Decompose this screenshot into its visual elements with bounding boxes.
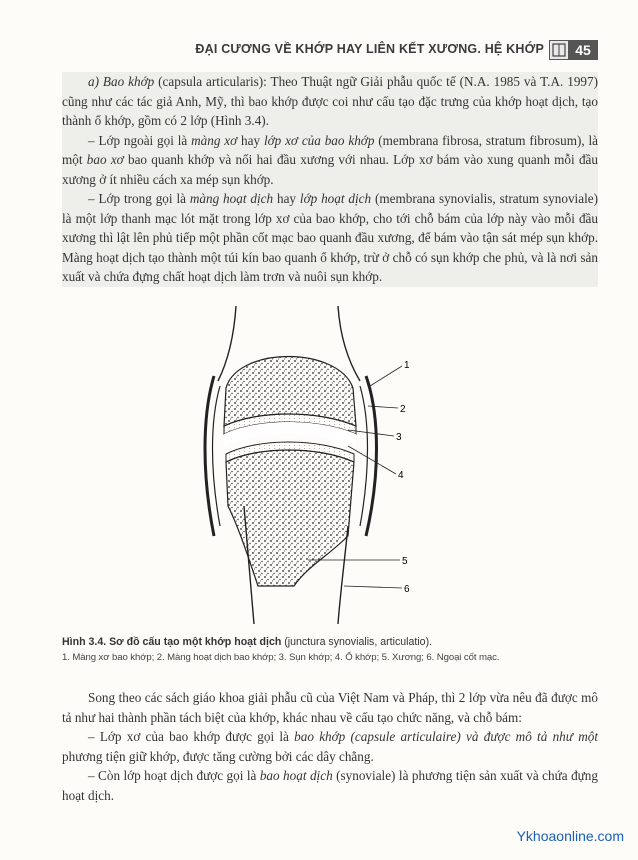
paragraph-fibrous-layer: – Lớp ngoài gọi là màng xơ hay lớp xơ của bao khớp (membrana fibrosa, stratum fibrosum), là một bao xơ bao quanh khớp và nối hai đầu xương với nhau. Lớp xơ bám vào xung quanh mỗi đầu xương ở ít nhiều cách xa mép sụn khớp. [62,132,599,187]
figure-label-3: 3 [396,432,402,443]
figure-label-1: 1 [404,360,410,371]
figure-label-6: 6 [404,584,410,595]
caption-title: Hình 3.4. Sơ đồ cấu tạo một khớp hoạt dịch (junctura synovialis, articulatio). [62,636,433,648]
figure-caption [62,636,602,663]
paragraph-joint-capsule: – Lớp xơ của bao khớp được gọi là bao khớp (capsule articulaire) và được mô tả như một phương tiện giữ khớp, được tăng cường bởi các dây chằng. [62,729,598,764]
figure-label-5: 5 [402,556,408,567]
watermark: Ykhoaonline.com [516,828,624,844]
paragraph-traditional-view: Song theo các sách giáo khoa giải phẫu cũ của Việt Nam và Pháp, thì 2 lớp vừa nêu đã được mô tả như hai thành phần tách biệt của khớp, khác nhau về cấu tạo chức năng, và chỗ bám: [62,690,598,725]
page-number: 45 [568,40,598,60]
running-title: ĐẠI CƯƠNG VỀ KHỚP HAY LIÊN KẾT XƯƠNG. HỆ KHỚP [195,42,544,56]
figure-label-2: 2 [400,404,406,415]
body-text-bottom [62,688,598,805]
joint-illustration [198,306,428,624]
book-logo-icon [549,40,569,60]
caption-legend: 1. Màng xơ bao khớp; 2. Màng hoạt dịch bao khớp; 3. Sụn khớp; 4. Ổ khớp; 5. Xương; 6. Ngoại cốt mạc. [62,652,500,663]
body-text-top [62,72,598,287]
paragraph-synovial-layer: – Lớp trong gọi là màng hoạt dịch hay lớp hoạt dịch (membrana synovialis, stratum synoviale) là một lớp thanh mạc lót mặt trong lớp xơ của bao khớp, cho tới chỗ bám của lớp này vào mỗi đầu xương thì lật lên phủ tiếp một phần cốt mạc bao quanh đầu xương, để bám vào tận sát mép sụn khớp. Màng hoạt dịch tạo thành một túi kín bao quanh ổ khớp, trừ ở chỗ có sụn khớp che phủ, và là nơi sản xuất và chứa đựng chất hoạt dịch làm trơn và nuôi sụn khớp. [62,191,598,284]
figure-label-4: 4 [398,470,404,481]
paragraph-capsule: a) Bao khớp (capsula articularis): Theo Thuật ngữ Giải phẫu quốc tế (N.A. 1985 và T.A. 1997) cũng như các tác giả Anh, Mỹ, thì bao khớp được coi như cấu tạo đặc trưng của khớp hoạt dịch, tạo thành ổ khớp, gồm có 2 lớp (Hình 3.4). [62,74,599,128]
paragraph-synovial-capsule: – Còn lớp hoạt dịch được gọi là bao hoạt dịch (synoviale) là phương tiện sản xuất và chứa đựng hoạt dịch. [62,768,598,803]
joint-diagram [198,306,428,624]
page-header [0,40,638,62]
